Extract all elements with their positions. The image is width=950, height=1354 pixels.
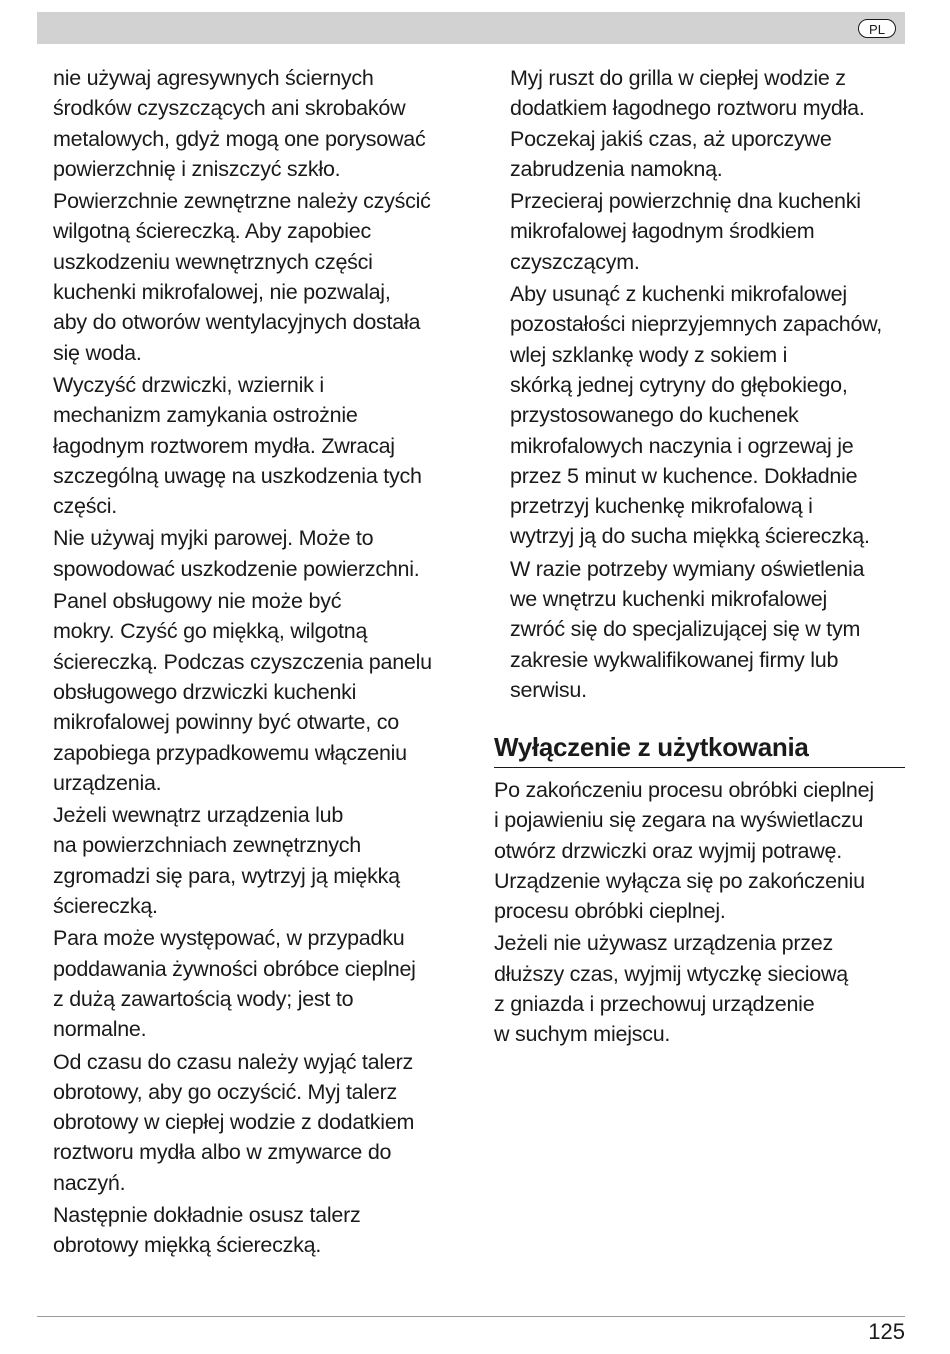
text-line: zapobiega przypadkowemu włączeniu — [53, 740, 407, 765]
right-column — [510, 63, 905, 707]
text-line: obrotowy w ciepłej wodzie z dodatkiem — [53, 1110, 415, 1135]
paragraph — [53, 800, 468, 921]
paragraph — [510, 63, 905, 184]
heading-underline — [494, 767, 905, 768]
text-line: Od czasu do czasu należy wyjąć talerz — [53, 1049, 413, 1074]
text-line: Nie używaj myjki parowej. Może to — [53, 526, 374, 551]
text-line: Poczekaj jakiś czas, aż uporczywe — [510, 126, 832, 151]
text-line: mikrofalowej łagodnym środkiem — [510, 219, 815, 244]
text-line: mechanizm zamykania ostrożnie — [53, 403, 358, 428]
text-line: W razie potrzeby wymiany oświetlenia — [510, 556, 865, 581]
text-line: środków czyszczących ani skrobaków — [53, 96, 406, 121]
paragraph — [53, 586, 468, 798]
text-line: przetrzyj kuchenkę mikrofalową i — [510, 494, 813, 519]
left-column — [53, 63, 468, 1263]
paragraph — [53, 370, 468, 521]
text-line: spowodować uszkodzenie powierzchni. — [53, 556, 420, 581]
text-line: Wyczyść drzwiczki, wziernik i — [53, 372, 324, 397]
text-line: Urządzenie wyłącza się po zakończeniu — [494, 868, 865, 893]
section-body — [494, 775, 905, 1052]
text-line: poddawania żywności obróbce cieplnej — [53, 956, 416, 981]
text-line: łagodnym roztworem mydła. Zwracaj — [53, 433, 395, 458]
text-line: i pojawieniu się zegara na wyświetlaczu — [494, 808, 864, 833]
text-line: kuchenki mikrofalowej, nie pozwalaj, — [53, 280, 391, 305]
text-line: zwróć się do specjalizującej się w tym — [510, 617, 861, 642]
text-line: się woda. — [53, 340, 142, 365]
text-line: ściereczką. Podczas czyszczenia panelu — [53, 649, 432, 674]
paragraph — [494, 775, 905, 926]
text-line: zabrudzenia namokną. — [510, 156, 723, 181]
paragraph — [53, 1047, 468, 1198]
text-line: mikrofalowej powinny być otwarte, co — [53, 710, 399, 735]
text-line: aby do otworów wentylacyjnych dostała — [53, 310, 421, 335]
text-line: Panel obsługowy nie może być — [53, 589, 342, 614]
text-line: skórką jednej cytryny do głębokiego, — [510, 372, 848, 397]
text-line: obrotowy, aby go oczyścić. Myj talerz — [53, 1079, 398, 1104]
text-line: dłuższy czas, wyjmij wtyczkę sieciową — [494, 961, 848, 986]
text-line: szczególną uwagę na uszkodzenia tych — [53, 463, 422, 488]
text-line: Jeżeli nie używasz urządzenia przez — [494, 931, 833, 956]
language-badge: PL — [858, 19, 896, 38]
text-line: serwisu. — [510, 677, 587, 702]
text-line: Myj ruszt do grilla w ciepłej wodzie z — [510, 66, 846, 90]
text-line: na powierzchniach zewnętrznych — [53, 833, 361, 858]
text-line: zgromadzi się para, wytrzyj ją miękką — [53, 863, 400, 888]
text-line: ściereczką. — [53, 894, 158, 919]
paragraph — [53, 523, 468, 584]
text-line: otwórz drzwiczki oraz wyjmij potrawę. — [494, 838, 842, 863]
text-line: czyszczącym. — [510, 249, 640, 274]
paragraph — [494, 928, 905, 1049]
paragraph — [510, 554, 905, 705]
paragraph — [53, 186, 468, 368]
text-line: procesu obróbki cieplnej. — [494, 899, 726, 924]
header-bar — [37, 12, 905, 44]
text-line: Aby usunąć z kuchenki mikrofalowej — [510, 282, 847, 307]
text-line: metalowych, gdyż mogą one porysować — [53, 126, 426, 151]
paragraph — [53, 1200, 468, 1261]
text-line: Po zakończeniu procesu obróbki cieplnej — [494, 778, 874, 802]
text-line: przez 5 minut w kuchence. Dokładnie — [510, 463, 858, 488]
text-line: urządzenia. — [53, 770, 162, 795]
paragraph — [53, 63, 468, 184]
text-line: obrotowy miękką ściereczką. — [53, 1233, 322, 1258]
paragraph — [53, 923, 468, 1044]
text-line: mokry. Czyść go miękką, wilgotną — [53, 619, 368, 644]
text-line: z gniazda i przechowuj urządzenie — [494, 992, 815, 1017]
text-line: nie używaj agresywnych ściernych — [53, 66, 374, 90]
text-line: naczyń. — [53, 1170, 126, 1195]
text-line: wytrzyj ją do sucha miękką ściereczką. — [510, 524, 870, 549]
text-line: Przecieraj powierzchnię dna kuchenki — [510, 189, 861, 214]
text-line: roztworu mydła albo w zmywarce do — [53, 1140, 392, 1165]
text-line: obsługowego drzwiczki kuchenki — [53, 679, 357, 704]
text-line: części. — [53, 494, 117, 519]
page-number: 125 — [868, 1319, 905, 1344]
text-line: wlej szklankę wody z sokiem i — [510, 342, 788, 367]
section-heading: Wyłączenie z użytkowania — [494, 732, 809, 762]
text-line: Następnie dokładnie osusz talerz — [53, 1202, 361, 1227]
text-line: pozostałości nieprzyjemnych zapachów, — [510, 312, 882, 337]
text-line: powierzchnię i zniszczyć szkło. — [53, 156, 341, 181]
text-line: normalne. — [53, 1017, 147, 1042]
paragraph — [510, 186, 905, 277]
text-line: mikrofalowych naczynia i ogrzewaj je — [510, 433, 854, 458]
text-line: uszkodzeniu wewnętrznych części — [53, 249, 373, 274]
text-line: Powierzchnie zewnętrzne należy czyścić — [53, 189, 431, 214]
text-line: Jeżeli wewnątrz urządzenia lub — [53, 803, 344, 828]
text-line: dodatkiem łagodnego roztworu mydła. — [510, 96, 865, 121]
text-line: w suchym miejscu. — [494, 1022, 671, 1047]
text-line: wilgotną ściereczką. Aby zapobiec — [53, 219, 372, 244]
text-line: we wnętrzu kuchenki mikrofalowej — [510, 587, 828, 612]
text-line: z dużą zawartością wody; jest to — [53, 986, 354, 1011]
text-line: zakresie wykwalifikowanej firmy lub — [510, 647, 839, 672]
text-line: przystosowanego do kuchenek — [510, 403, 799, 428]
footer-divider — [37, 1316, 905, 1317]
text-line: Para może występować, w przypadku — [53, 926, 405, 951]
paragraph — [510, 279, 905, 552]
